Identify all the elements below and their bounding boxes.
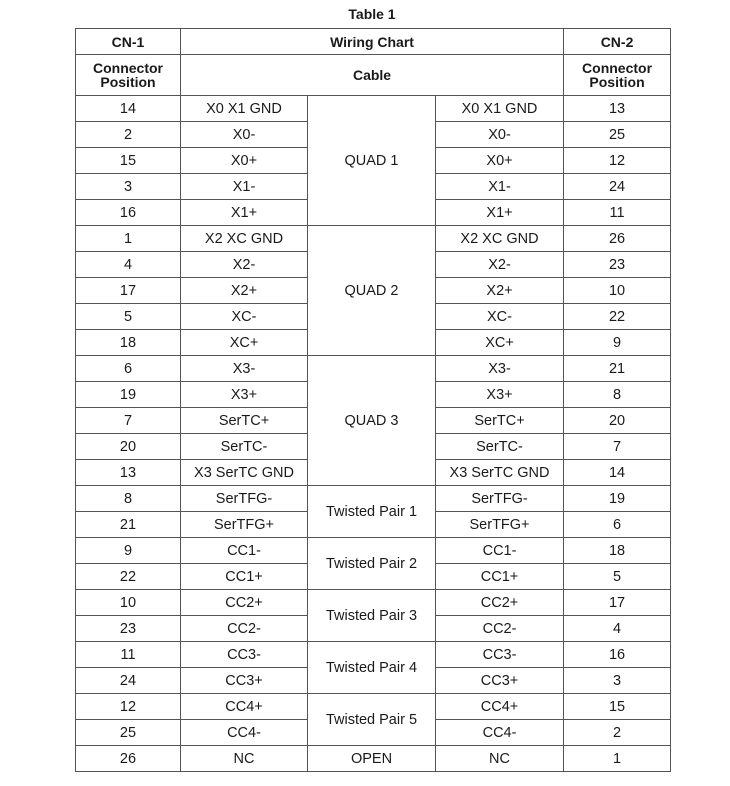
connector-label: Connector bbox=[582, 60, 653, 76]
cn1-position-cell: 19 bbox=[76, 382, 181, 408]
cn2-signal-cell: X1+ bbox=[436, 200, 564, 226]
cn1-position-cell: 20 bbox=[76, 434, 181, 460]
cn1-signal-cell: X0- bbox=[181, 122, 308, 148]
cn2-signal-cell: CC3- bbox=[436, 642, 564, 668]
cn1-signal-cell: CC4+ bbox=[181, 694, 308, 720]
cn2-position-cell: 8 bbox=[564, 382, 671, 408]
cn2-position-cell: 14 bbox=[564, 460, 671, 486]
cn2-position-cell: 5 bbox=[564, 564, 671, 590]
cn1-position-cell: 16 bbox=[76, 200, 181, 226]
cn1-position-cell: 18 bbox=[76, 330, 181, 356]
cn1-position-cell: 11 bbox=[76, 642, 181, 668]
cn1-position-cell: 9 bbox=[76, 538, 181, 564]
cn2-position-cell: 4 bbox=[564, 616, 671, 642]
cn2-signal-cell: X3 SerTC GND bbox=[436, 460, 564, 486]
cn1-signal-cell: X2 XC GND bbox=[181, 226, 308, 252]
cn1-signal-cell: X3 SerTC GND bbox=[181, 460, 308, 486]
cn2-signal-cell: CC1+ bbox=[436, 564, 564, 590]
cn2-position-cell: 18 bbox=[564, 538, 671, 564]
cn1-position-cell: 23 bbox=[76, 616, 181, 642]
cn1-position-cell: 7 bbox=[76, 408, 181, 434]
cn1-position-cell: 10 bbox=[76, 590, 181, 616]
cn2-signal-cell: X3+ bbox=[436, 382, 564, 408]
cn1-signal-cell: SerTFG+ bbox=[181, 512, 308, 538]
cn2-signal-cell: SerTFG- bbox=[436, 486, 564, 512]
cn2-signal-cell: XC- bbox=[436, 304, 564, 330]
table-row bbox=[76, 642, 671, 668]
table-row bbox=[76, 746, 671, 772]
cn2-position-cell: 6 bbox=[564, 512, 671, 538]
position-label: Position bbox=[100, 74, 156, 90]
cn2-position-cell: 19 bbox=[564, 486, 671, 512]
cn2-signal-cell: X1- bbox=[436, 174, 564, 200]
cn1-signal-cell: CC3+ bbox=[181, 668, 308, 694]
cn1-header: CN-1 bbox=[76, 29, 181, 55]
cn1-position-cell: 12 bbox=[76, 694, 181, 720]
cn1-position-cell: 17 bbox=[76, 278, 181, 304]
cn1-position-cell: 13 bbox=[76, 460, 181, 486]
cn1-signal-cell: SerTC- bbox=[181, 434, 308, 460]
wiring-chart-table bbox=[75, 28, 671, 772]
table-row bbox=[76, 226, 671, 252]
cn1-signal-cell: X3- bbox=[181, 356, 308, 382]
cn2-position-cell: 7 bbox=[564, 434, 671, 460]
cn1-signal-cell: X3+ bbox=[181, 382, 308, 408]
position-label: Position bbox=[589, 74, 645, 90]
cable-group-cell: QUAD 2 bbox=[308, 226, 436, 356]
connector-label: Connector bbox=[93, 60, 163, 76]
cn2-position-cell: 12 bbox=[564, 148, 671, 174]
cn2-signal-cell: XC+ bbox=[436, 330, 564, 356]
cn2-position-cell: 15 bbox=[564, 694, 671, 720]
cn2-signal-cell: CC1- bbox=[436, 538, 564, 564]
cn2-position-cell: 2 bbox=[564, 720, 671, 746]
cn1-position-cell: 8 bbox=[76, 486, 181, 512]
cn2-signal-cell: X0 X1 GND bbox=[436, 96, 564, 122]
cn2-signal-cell: X2- bbox=[436, 252, 564, 278]
cn2-position-cell: 24 bbox=[564, 174, 671, 200]
cn1-signal-cell: SerTFG- bbox=[181, 486, 308, 512]
cable-header: Cable bbox=[181, 55, 564, 96]
cable-group-cell: Twisted Pair 5 bbox=[308, 694, 436, 746]
table-row bbox=[76, 486, 671, 512]
cable-group-cell: OPEN bbox=[308, 746, 436, 772]
cable-group-cell: QUAD 1 bbox=[308, 96, 436, 226]
cn1-position-cell: 4 bbox=[76, 252, 181, 278]
cn1-position-cell: 26 bbox=[76, 746, 181, 772]
cn1-signal-cell: X0 X1 GND bbox=[181, 96, 308, 122]
cn2-position-cell: 1 bbox=[564, 746, 671, 772]
cn1-position-cell: 21 bbox=[76, 512, 181, 538]
cn1-position-cell: 6 bbox=[76, 356, 181, 382]
cable-group-cell: Twisted Pair 1 bbox=[308, 486, 436, 538]
cn1-signal-cell: CC1+ bbox=[181, 564, 308, 590]
cn2-signal-cell: CC2- bbox=[436, 616, 564, 642]
cn2-signal-cell: X0+ bbox=[436, 148, 564, 174]
cable-group-cell: Twisted Pair 2 bbox=[308, 538, 436, 590]
table-row bbox=[76, 694, 671, 720]
cn2-position-cell: 22 bbox=[564, 304, 671, 330]
cn1-position-cell: 1 bbox=[76, 226, 181, 252]
table-row bbox=[76, 538, 671, 564]
table-row bbox=[76, 356, 671, 382]
cn1-signal-cell: X2- bbox=[181, 252, 308, 278]
cn2-signal-cell: SerTC- bbox=[436, 434, 564, 460]
subheader-row bbox=[76, 55, 671, 96]
cable-group-cell: Twisted Pair 3 bbox=[308, 590, 436, 642]
cn1-position-cell: 5 bbox=[76, 304, 181, 330]
cn2-signal-cell: X0- bbox=[436, 122, 564, 148]
cn2-position-cell: 9 bbox=[564, 330, 671, 356]
cn2-position-cell: 26 bbox=[564, 226, 671, 252]
cn1-position-cell: 25 bbox=[76, 720, 181, 746]
cable-group-cell: Twisted Pair 4 bbox=[308, 642, 436, 694]
cn1-signal-cell: CC1- bbox=[181, 538, 308, 564]
cn2-position-cell: 23 bbox=[564, 252, 671, 278]
cn1-signal-cell: SerTC+ bbox=[181, 408, 308, 434]
wiring-chart-title: Wiring Chart bbox=[181, 29, 564, 55]
cn2-position-cell: 20 bbox=[564, 408, 671, 434]
cn2-signal-cell: CC4- bbox=[436, 720, 564, 746]
cn1-signal-cell: X0+ bbox=[181, 148, 308, 174]
cn1-position-cell: 22 bbox=[76, 564, 181, 590]
table-row bbox=[76, 590, 671, 616]
cn1-position-cell: 3 bbox=[76, 174, 181, 200]
header-row bbox=[76, 29, 671, 55]
cn1-signal-cell: CC3- bbox=[181, 642, 308, 668]
cn1-signal-cell: CC2- bbox=[181, 616, 308, 642]
cn2-signal-cell: NC bbox=[436, 746, 564, 772]
cn1-signal-cell: X2+ bbox=[181, 278, 308, 304]
cn2-position-cell: 25 bbox=[564, 122, 671, 148]
cn1-signal-cell: XC- bbox=[181, 304, 308, 330]
cn2-position-cell: 13 bbox=[564, 96, 671, 122]
cn2-signal-cell: X2 XC GND bbox=[436, 226, 564, 252]
cn2-position-cell: 17 bbox=[564, 590, 671, 616]
cn1-signal-cell: NC bbox=[181, 746, 308, 772]
cn2-signal-cell: SerTFG+ bbox=[436, 512, 564, 538]
cn1-position-cell: 14 bbox=[76, 96, 181, 122]
cn2-signal-cell: CC3+ bbox=[436, 668, 564, 694]
cn2-signal-cell: X2+ bbox=[436, 278, 564, 304]
cable-group-cell: QUAD 3 bbox=[308, 356, 436, 486]
cn1-connector-position-header bbox=[76, 55, 181, 96]
cn2-position-cell: 11 bbox=[564, 200, 671, 226]
cn1-position-cell: 2 bbox=[76, 122, 181, 148]
cn1-signal-cell: X1- bbox=[181, 174, 308, 200]
cn1-signal-cell: CC4- bbox=[181, 720, 308, 746]
cn2-signal-cell: SerTC+ bbox=[436, 408, 564, 434]
cn2-signal-cell: CC2+ bbox=[436, 590, 564, 616]
cn2-signal-cell: CC4+ bbox=[436, 694, 564, 720]
cn1-position-cell: 15 bbox=[76, 148, 181, 174]
cn2-header: CN-2 bbox=[564, 29, 671, 55]
cn1-position-cell: 24 bbox=[76, 668, 181, 694]
table-row bbox=[76, 96, 671, 122]
cn2-position-cell: 21 bbox=[564, 356, 671, 382]
cn2-signal-cell: X3- bbox=[436, 356, 564, 382]
cn2-position-cell: 10 bbox=[564, 278, 671, 304]
cn1-signal-cell: XC+ bbox=[181, 330, 308, 356]
cn2-position-cell: 16 bbox=[564, 642, 671, 668]
cn1-signal-cell: CC2+ bbox=[181, 590, 308, 616]
cn1-signal-cell: X1+ bbox=[181, 200, 308, 226]
cn2-connector-position-header bbox=[564, 55, 671, 96]
cn2-position-cell: 3 bbox=[564, 668, 671, 694]
table-caption: Table 1 bbox=[348, 6, 396, 22]
